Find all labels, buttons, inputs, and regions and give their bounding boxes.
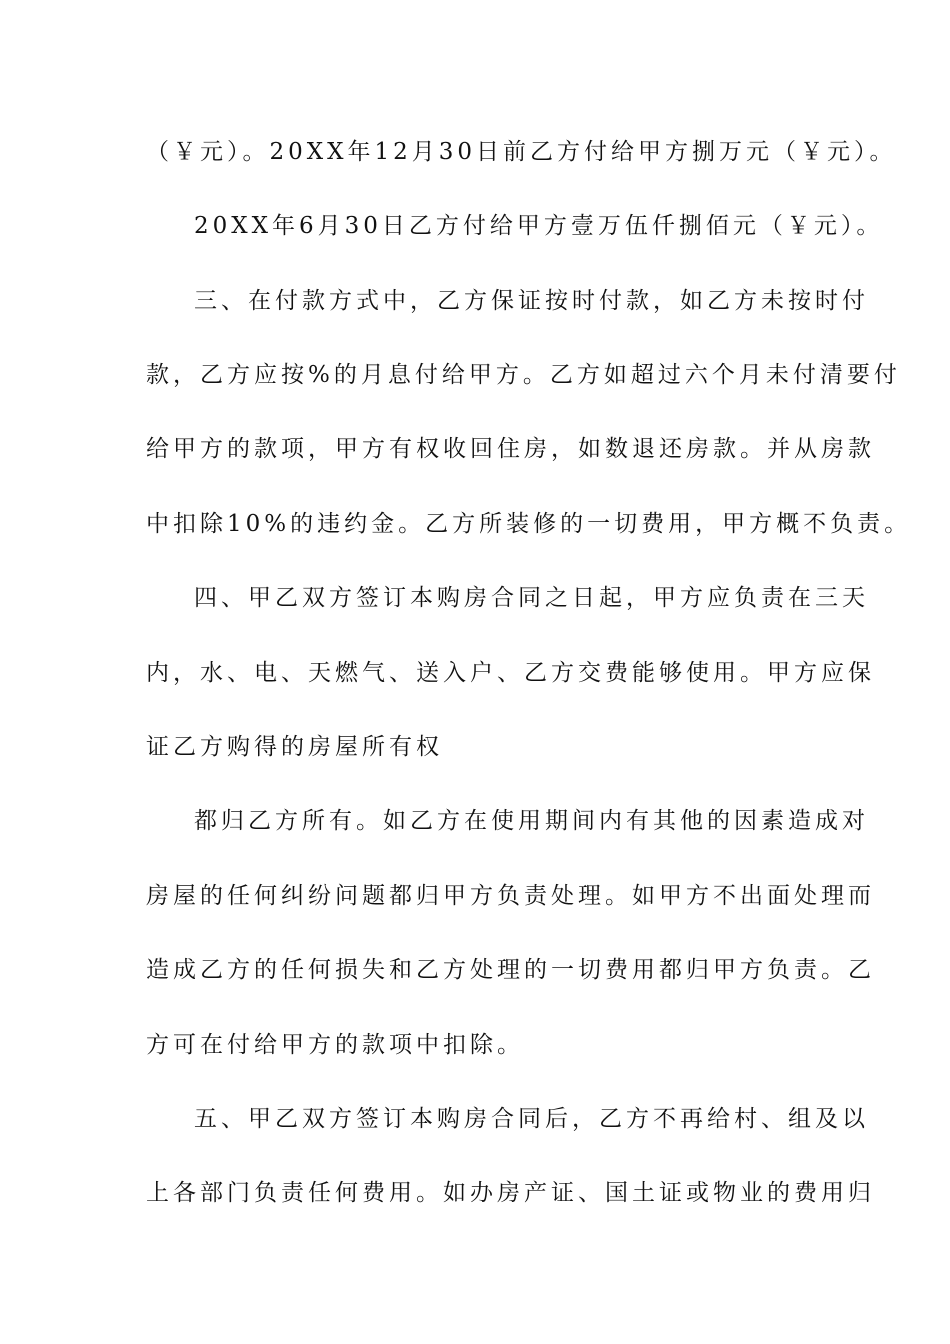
clause-four-line-6: 造成乙方的任何损失和乙方处理的一切费用都归甲方负责。乙 [146,957,875,983]
clause-five-line-1: 五、甲乙双方签订本购房合同后，乙方不再给村、组及以 [194,1106,869,1132]
clause-four-line-1: 四、甲乙双方签订本购房合同之日起，甲方应负责在三天 [194,585,869,611]
clause-four-line-3: 证乙方购得的房屋所有权 [146,734,443,760]
clause-four-line-5: 房屋的任何纠纷问题都归甲方负责处理。如甲方不出面处理而 [146,883,875,909]
clause-four-line-4: 都归乙方所有。如乙方在使用期间内有其他的因素造成对 [194,808,869,834]
clause-four-line-2: 内，水、电、天燃气、送入户、乙方交费能够使用。甲方应保 [146,660,875,686]
clause-five-line-2: 上各部门负责任何费用。如办房产证、国土证或物业的费用归 [146,1180,875,1206]
text-line-2: 20XX年6月30日乙方付给甲方壹万伍仟捌佰元（￥元）。 [194,213,884,239]
clause-four-line-7: 方可在付给甲方的款项中扣除。 [146,1032,524,1058]
text-line-1: （￥元）。20XX年12月30日前乙方付给甲方捌万元（￥元）。 [146,139,897,165]
clause-three-line-4: 中扣除10%的违约金。乙方所装修的一切费用，甲方概不负责。 [146,511,912,537]
clause-three-line-1: 三、在付款方式中，乙方保证按时付款，如乙方未按时付 [194,288,869,314]
clause-three-line-3: 给甲方的款项，甲方有权收回住房，如数退还房款。并从房款 [146,436,875,462]
clause-three-line-2: 款，乙方应按%的月息付给甲方。乙方如超过六个月未付清要付 [146,362,901,388]
